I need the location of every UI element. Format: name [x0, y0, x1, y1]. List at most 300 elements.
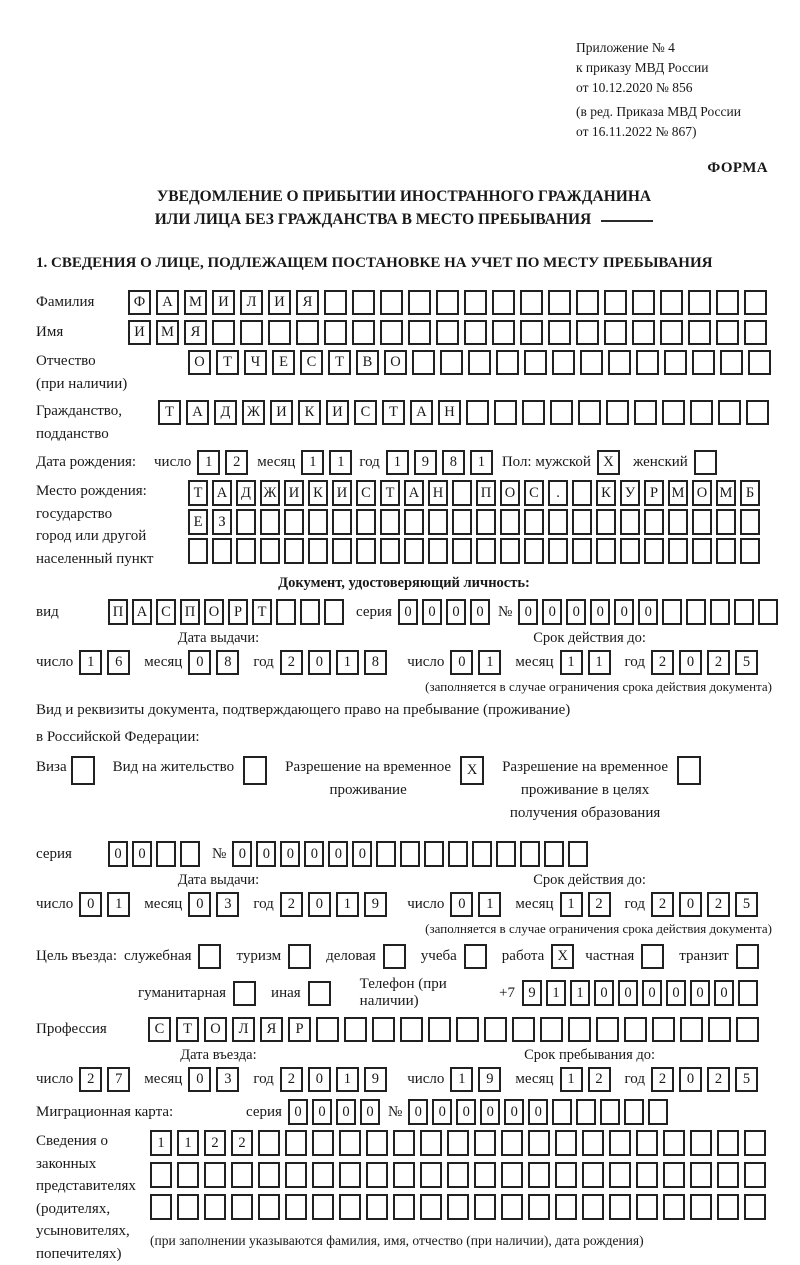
char-cell[interactable] — [177, 1194, 199, 1220]
char-cell[interactable] — [662, 599, 682, 625]
char-cell[interactable] — [740, 509, 760, 535]
char-cell[interactable] — [744, 1130, 766, 1156]
char-cell[interactable]: X — [460, 756, 484, 785]
char-cell[interactable]: 0 — [108, 841, 128, 867]
char-cell[interactable]: У — [620, 480, 640, 506]
char-cell[interactable]: С — [148, 1017, 171, 1042]
char-cell[interactable] — [474, 1162, 496, 1188]
char-cell[interactable] — [285, 1130, 307, 1156]
char-cell[interactable] — [380, 538, 400, 564]
char-cell[interactable] — [308, 538, 328, 564]
char-cell[interactable] — [688, 320, 711, 345]
char-cell[interactable] — [624, 1099, 644, 1125]
char-cell[interactable] — [548, 290, 571, 315]
char-cell[interactable] — [468, 350, 491, 375]
char-cell[interactable] — [372, 1017, 395, 1042]
char-cell[interactable]: 1 — [560, 892, 583, 917]
char-cell[interactable]: 0 — [470, 599, 490, 625]
char-cell[interactable]: 2 — [280, 1067, 303, 1092]
char-cell[interactable]: С — [356, 480, 376, 506]
char-cell[interactable]: 0 — [352, 841, 372, 867]
char-cell[interactable]: Ч — [244, 350, 267, 375]
char-cell[interactable] — [404, 538, 424, 564]
char-cell[interactable]: М — [184, 290, 207, 315]
char-cell[interactable]: К — [596, 480, 616, 506]
char-cell[interactable] — [641, 944, 664, 969]
char-cell[interactable] — [240, 320, 263, 345]
char-cell[interactable] — [352, 320, 375, 345]
char-cell[interactable]: Т — [158, 400, 181, 425]
char-cell[interactable]: 0 — [280, 841, 300, 867]
char-cell[interactable] — [308, 509, 328, 535]
char-cell[interactable] — [690, 1162, 712, 1188]
char-cell[interactable] — [464, 944, 487, 969]
char-cell[interactable] — [383, 944, 406, 969]
char-cell[interactable] — [582, 1194, 604, 1220]
char-cell[interactable]: 5 — [735, 1067, 758, 1092]
char-cell[interactable]: А — [186, 400, 209, 425]
char-cell[interactable] — [276, 599, 296, 625]
char-cell[interactable]: К — [308, 480, 328, 506]
char-cell[interactable] — [356, 509, 376, 535]
char-cell[interactable] — [572, 509, 592, 535]
char-cell[interactable] — [447, 1194, 469, 1220]
char-cell[interactable]: Т — [328, 350, 351, 375]
char-cell[interactable]: 1 — [386, 450, 409, 475]
char-cell[interactable] — [501, 1130, 523, 1156]
char-cell[interactable] — [548, 538, 568, 564]
char-cell[interactable] — [420, 1162, 442, 1188]
char-cell[interactable]: Р — [228, 599, 248, 625]
char-cell[interactable] — [474, 1194, 496, 1220]
char-cell[interactable] — [204, 1162, 226, 1188]
char-cell[interactable] — [501, 1162, 523, 1188]
char-cell[interactable]: Ж — [260, 480, 280, 506]
char-cell[interactable]: 6 — [107, 650, 130, 675]
char-cell[interactable] — [604, 320, 627, 345]
char-cell[interactable] — [555, 1162, 577, 1188]
char-cell[interactable] — [636, 350, 659, 375]
char-cell[interactable] — [636, 1194, 658, 1220]
char-cell[interactable] — [568, 1017, 591, 1042]
char-cell[interactable] — [660, 320, 683, 345]
char-cell[interactable]: 5 — [735, 892, 758, 917]
char-cell[interactable] — [609, 1162, 631, 1188]
char-cell[interactable]: 1 — [570, 980, 590, 1006]
char-cell[interactable]: М — [668, 480, 688, 506]
char-cell[interactable] — [156, 841, 176, 867]
char-cell[interactable]: 2 — [707, 1067, 730, 1092]
char-cell[interactable]: К — [298, 400, 321, 425]
char-cell[interactable]: О — [204, 1017, 227, 1042]
char-cell[interactable]: 0 — [288, 1099, 308, 1125]
char-cell[interactable]: 0 — [590, 599, 610, 625]
char-cell[interactable] — [448, 841, 468, 867]
char-cell[interactable]: 1 — [478, 892, 501, 917]
char-cell[interactable]: 0 — [594, 980, 614, 1006]
char-cell[interactable] — [717, 1130, 739, 1156]
char-cell[interactable]: Н — [428, 480, 448, 506]
char-cell[interactable] — [177, 1162, 199, 1188]
char-cell[interactable] — [692, 509, 712, 535]
char-cell[interactable] — [198, 944, 221, 969]
char-cell[interactable] — [260, 509, 280, 535]
char-cell[interactable] — [596, 538, 616, 564]
char-cell[interactable] — [644, 538, 664, 564]
char-cell[interactable] — [412, 350, 435, 375]
char-cell[interactable]: А — [404, 480, 424, 506]
char-cell[interactable] — [576, 290, 599, 315]
char-cell[interactable] — [436, 320, 459, 345]
char-cell[interactable]: 2 — [79, 1067, 102, 1092]
char-cell[interactable] — [686, 599, 706, 625]
char-cell[interactable] — [528, 1162, 550, 1188]
char-cell[interactable]: Т — [382, 400, 405, 425]
char-cell[interactable]: 0 — [188, 650, 211, 675]
char-cell[interactable] — [580, 350, 603, 375]
char-cell[interactable] — [663, 1162, 685, 1188]
char-cell[interactable]: 2 — [651, 650, 674, 675]
char-cell[interactable]: 0 — [256, 841, 276, 867]
char-cell[interactable] — [609, 1130, 631, 1156]
char-cell[interactable]: 8 — [364, 650, 387, 675]
char-cell[interactable]: 1 — [588, 650, 611, 675]
char-cell[interactable] — [524, 538, 544, 564]
char-cell[interactable]: П — [108, 599, 128, 625]
char-cell[interactable]: Я — [184, 320, 207, 345]
char-cell[interactable]: 0 — [308, 1067, 331, 1092]
char-cell[interactable]: 0 — [566, 599, 586, 625]
char-cell[interactable] — [284, 509, 304, 535]
char-cell[interactable]: 9 — [478, 1067, 501, 1092]
char-cell[interactable]: 2 — [707, 892, 730, 917]
char-cell[interactable]: 0 — [422, 599, 442, 625]
char-cell[interactable]: 1 — [150, 1130, 172, 1156]
char-cell[interactable]: 1 — [301, 450, 324, 475]
char-cell[interactable] — [716, 290, 739, 315]
char-cell[interactable] — [648, 1099, 668, 1125]
char-cell[interactable] — [644, 509, 664, 535]
char-cell[interactable]: 0 — [679, 892, 702, 917]
char-cell[interactable] — [738, 980, 758, 1006]
char-cell[interactable]: И — [128, 320, 151, 345]
char-cell[interactable]: 0 — [450, 650, 473, 675]
char-cell[interactable]: Ф — [128, 290, 151, 315]
char-cell[interactable] — [576, 320, 599, 345]
char-cell[interactable]: О — [692, 480, 712, 506]
char-cell[interactable] — [636, 1130, 658, 1156]
char-cell[interactable]: Д — [214, 400, 237, 425]
char-cell[interactable]: А — [156, 290, 179, 315]
char-cell[interactable] — [634, 400, 657, 425]
char-cell[interactable] — [296, 320, 319, 345]
char-cell[interactable]: 0 — [504, 1099, 524, 1125]
char-cell[interactable] — [472, 841, 492, 867]
char-cell[interactable] — [606, 400, 629, 425]
char-cell[interactable] — [324, 599, 344, 625]
char-cell[interactable]: 1 — [478, 650, 501, 675]
char-cell[interactable] — [578, 400, 601, 425]
char-cell[interactable]: В — [356, 350, 379, 375]
char-cell[interactable] — [366, 1130, 388, 1156]
char-cell[interactable] — [520, 841, 540, 867]
char-cell[interactable] — [572, 538, 592, 564]
char-cell[interactable] — [366, 1194, 388, 1220]
char-cell[interactable] — [452, 538, 472, 564]
char-cell[interactable] — [624, 1017, 647, 1042]
char-cell[interactable] — [548, 320, 571, 345]
char-cell[interactable] — [522, 400, 545, 425]
char-cell[interactable]: А — [132, 599, 152, 625]
char-cell[interactable]: Л — [232, 1017, 255, 1042]
char-cell[interactable]: 7 — [107, 1067, 130, 1092]
char-cell[interactable] — [233, 981, 256, 1006]
char-cell[interactable] — [243, 756, 267, 785]
char-cell[interactable]: 0 — [328, 841, 348, 867]
char-cell[interactable] — [692, 350, 715, 375]
char-cell[interactable] — [258, 1162, 280, 1188]
char-cell[interactable] — [716, 509, 736, 535]
char-cell[interactable] — [380, 509, 400, 535]
char-cell[interactable]: 1 — [336, 1067, 359, 1092]
char-cell[interactable] — [258, 1130, 280, 1156]
char-cell[interactable] — [740, 538, 760, 564]
char-cell[interactable] — [188, 538, 208, 564]
char-cell[interactable] — [663, 1130, 685, 1156]
char-cell[interactable]: О — [204, 599, 224, 625]
char-cell[interactable] — [393, 1130, 415, 1156]
char-cell[interactable] — [212, 538, 232, 564]
char-cell[interactable] — [452, 509, 472, 535]
char-cell[interactable]: 0 — [308, 892, 331, 917]
char-cell[interactable]: 9 — [414, 450, 437, 475]
char-cell[interactable]: 2 — [280, 892, 303, 917]
char-cell[interactable] — [366, 1162, 388, 1188]
char-cell[interactable]: 0 — [450, 892, 473, 917]
char-cell[interactable]: З — [212, 509, 232, 535]
char-cell[interactable]: Л — [240, 290, 263, 315]
char-cell[interactable]: Т — [176, 1017, 199, 1042]
char-cell[interactable]: О — [384, 350, 407, 375]
char-cell[interactable] — [300, 599, 320, 625]
char-cell[interactable] — [500, 509, 520, 535]
char-cell[interactable]: Р — [288, 1017, 311, 1042]
char-cell[interactable] — [380, 320, 403, 345]
char-cell[interactable]: 1 — [329, 450, 352, 475]
char-cell[interactable] — [332, 509, 352, 535]
char-cell[interactable] — [748, 350, 771, 375]
char-cell[interactable] — [376, 841, 396, 867]
char-cell[interactable] — [555, 1130, 577, 1156]
char-cell[interactable]: 2 — [280, 650, 303, 675]
char-cell[interactable] — [324, 320, 347, 345]
char-cell[interactable]: 1 — [470, 450, 493, 475]
char-cell[interactable]: П — [180, 599, 200, 625]
char-cell[interactable]: 0 — [432, 1099, 452, 1125]
char-cell[interactable] — [231, 1194, 253, 1220]
char-cell[interactable] — [501, 1194, 523, 1220]
char-cell[interactable] — [680, 1017, 703, 1042]
char-cell[interactable]: 0 — [398, 599, 418, 625]
char-cell[interactable] — [231, 1162, 253, 1188]
char-cell[interactable] — [420, 1194, 442, 1220]
char-cell[interactable] — [540, 1017, 563, 1042]
char-cell[interactable]: 0 — [446, 599, 466, 625]
char-cell[interactable] — [663, 1194, 685, 1220]
char-cell[interactable] — [582, 1162, 604, 1188]
char-cell[interactable]: 0 — [714, 980, 734, 1006]
char-cell[interactable]: 8 — [442, 450, 465, 475]
char-cell[interactable] — [668, 509, 688, 535]
char-cell[interactable]: С — [524, 480, 544, 506]
char-cell[interactable]: М — [156, 320, 179, 345]
char-cell[interactable]: И — [268, 290, 291, 315]
char-cell[interactable]: 0 — [132, 841, 152, 867]
char-cell[interactable]: 1 — [560, 650, 583, 675]
char-cell[interactable]: М — [716, 480, 736, 506]
char-cell[interactable] — [312, 1130, 334, 1156]
char-cell[interactable] — [662, 400, 685, 425]
char-cell[interactable]: 0 — [188, 892, 211, 917]
char-cell[interactable] — [744, 1194, 766, 1220]
char-cell[interactable] — [404, 509, 424, 535]
char-cell[interactable] — [548, 509, 568, 535]
char-cell[interactable] — [150, 1194, 172, 1220]
char-cell[interactable] — [636, 1162, 658, 1188]
char-cell[interactable] — [285, 1162, 307, 1188]
char-cell[interactable] — [339, 1130, 361, 1156]
char-cell[interactable]: Т — [216, 350, 239, 375]
char-cell[interactable]: Д — [236, 480, 256, 506]
char-cell[interactable]: 0 — [690, 980, 710, 1006]
char-cell[interactable]: И — [284, 480, 304, 506]
char-cell[interactable] — [492, 290, 515, 315]
char-cell[interactable]: 1 — [336, 650, 359, 675]
char-cell[interactable] — [339, 1162, 361, 1188]
char-cell[interactable] — [236, 538, 256, 564]
char-cell[interactable]: Я — [296, 290, 319, 315]
char-cell[interactable]: 0 — [456, 1099, 476, 1125]
char-cell[interactable]: 0 — [312, 1099, 332, 1125]
char-cell[interactable] — [312, 1162, 334, 1188]
char-cell[interactable] — [393, 1162, 415, 1188]
char-cell[interactable] — [212, 320, 235, 345]
char-cell[interactable]: С — [156, 599, 176, 625]
char-cell[interactable]: 1 — [336, 892, 359, 917]
char-cell[interactable] — [352, 290, 375, 315]
char-cell[interactable] — [652, 1017, 675, 1042]
char-cell[interactable] — [464, 290, 487, 315]
char-cell[interactable]: 1 — [560, 1067, 583, 1092]
char-cell[interactable] — [708, 1017, 731, 1042]
char-cell[interactable] — [500, 538, 520, 564]
char-cell[interactable]: С — [354, 400, 377, 425]
char-cell[interactable]: Т — [188, 480, 208, 506]
char-cell[interactable]: 5 — [735, 650, 758, 675]
char-cell[interactable] — [476, 509, 496, 535]
char-cell[interactable]: Р — [644, 480, 664, 506]
char-cell[interactable] — [596, 1017, 619, 1042]
char-cell[interactable] — [694, 450, 717, 475]
char-cell[interactable] — [308, 981, 331, 1006]
char-cell[interactable] — [393, 1194, 415, 1220]
char-cell[interactable] — [436, 290, 459, 315]
char-cell[interactable] — [620, 509, 640, 535]
char-cell[interactable] — [284, 538, 304, 564]
char-cell[interactable]: И — [332, 480, 352, 506]
char-cell[interactable]: 2 — [651, 892, 674, 917]
char-cell[interactable]: П — [476, 480, 496, 506]
char-cell[interactable]: 0 — [480, 1099, 500, 1125]
char-cell[interactable]: 0 — [360, 1099, 380, 1125]
char-cell[interactable] — [344, 1017, 367, 1042]
char-cell[interactable] — [677, 756, 701, 785]
char-cell[interactable] — [758, 599, 778, 625]
char-cell[interactable]: 1 — [546, 980, 566, 1006]
char-cell[interactable] — [456, 1017, 479, 1042]
char-cell[interactable] — [452, 480, 472, 506]
char-cell[interactable]: 8 — [216, 650, 239, 675]
char-cell[interactable] — [720, 350, 743, 375]
char-cell[interactable] — [440, 350, 463, 375]
char-cell[interactable] — [664, 350, 687, 375]
char-cell[interactable] — [268, 320, 291, 345]
char-cell[interactable] — [316, 1017, 339, 1042]
char-cell[interactable] — [520, 320, 543, 345]
char-cell[interactable] — [528, 1130, 550, 1156]
char-cell[interactable]: 0 — [308, 650, 331, 675]
char-cell[interactable] — [204, 1194, 226, 1220]
char-cell[interactable]: А — [410, 400, 433, 425]
char-cell[interactable]: 2 — [588, 892, 611, 917]
char-cell[interactable] — [356, 538, 376, 564]
char-cell[interactable] — [552, 350, 575, 375]
char-cell[interactable]: А — [212, 480, 232, 506]
char-cell[interactable]: 0 — [518, 599, 538, 625]
char-cell[interactable]: 0 — [232, 841, 252, 867]
char-cell[interactable]: 0 — [408, 1099, 428, 1125]
char-cell[interactable]: 0 — [528, 1099, 548, 1125]
char-cell[interactable] — [572, 480, 592, 506]
char-cell[interactable] — [258, 1194, 280, 1220]
char-cell[interactable]: 0 — [618, 980, 638, 1006]
char-cell[interactable]: Б — [740, 480, 760, 506]
char-cell[interactable] — [512, 1017, 535, 1042]
char-cell[interactable]: 2 — [707, 650, 730, 675]
char-cell[interactable]: 9 — [364, 892, 387, 917]
char-cell[interactable] — [408, 320, 431, 345]
char-cell[interactable]: Т — [252, 599, 272, 625]
char-cell[interactable] — [568, 841, 588, 867]
char-cell[interactable] — [339, 1194, 361, 1220]
char-cell[interactable] — [716, 538, 736, 564]
char-cell[interactable]: 0 — [679, 650, 702, 675]
char-cell[interactable]: И — [270, 400, 293, 425]
char-cell[interactable] — [428, 1017, 451, 1042]
char-cell[interactable] — [609, 1194, 631, 1220]
char-cell[interactable] — [420, 1130, 442, 1156]
char-cell[interactable] — [604, 290, 627, 315]
char-cell[interactable] — [746, 400, 769, 425]
char-cell[interactable] — [718, 400, 741, 425]
char-cell[interactable] — [496, 841, 516, 867]
char-cell[interactable]: Я — [260, 1017, 283, 1042]
char-cell[interactable] — [380, 290, 403, 315]
char-cell[interactable]: 3 — [216, 892, 239, 917]
char-cell[interactable] — [596, 509, 616, 535]
char-cell[interactable] — [474, 1130, 496, 1156]
char-cell[interactable]: 0 — [614, 599, 634, 625]
